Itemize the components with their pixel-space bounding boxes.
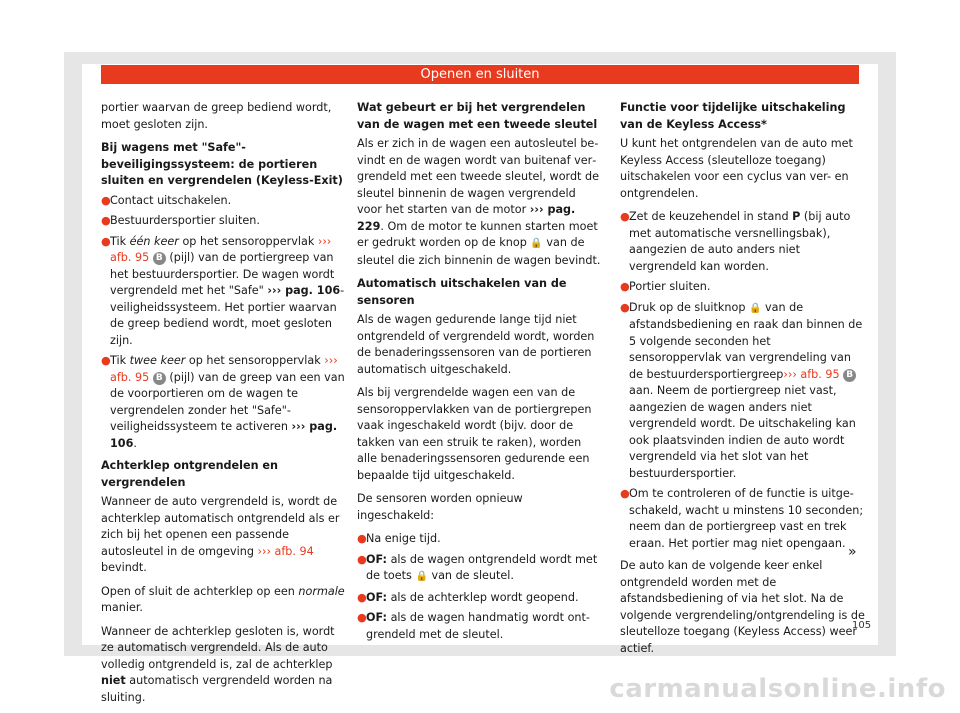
bullet-icon: ● [101, 193, 111, 207]
list-item: ● OF: als de wagen ontgrendeld wordt met de toets 🔒 van de sleutel. [357, 552, 602, 586]
list-item: ● Portier sluiten. [620, 279, 865, 296]
section-heading: Bij wagens met "Safe"-beveiligingssysteem: de portieren sluiten en vergrendelen (Keyless-Exit) [101, 141, 343, 187]
bullet-icon: ● [620, 300, 630, 314]
list-item: ● Om te controleren of de functie is uitgeschakeld, wacht u minstens 10 seconden; neem dan de portiergreep vast en trek eraan. Het portier mag niet opengaan. [620, 487, 864, 550]
paragraph: De auto kan de volgende keer enkel ontgrendeld worden met de afstandsbediening of via het slot. Na de volgende vergrendeling/ontgrendeling is de sleutelloze toegang (Keyless Access) weer actief. [620, 559, 865, 655]
bullet-icon: ● [101, 354, 111, 367]
bullet-icon: ● [357, 532, 367, 545]
paragraph: Als bij vergrendelde wagen een van de sensoroppervlakken van de portiergrepen vaak ingeschakeld wordt (bijv. door de takken van een struik te raken), worden alle benaderingssensoren gedurende een bepaalde tijd uitgeschakeld. [357, 386, 592, 482]
list-item: ● Druk op de sluitknop 🔒 van de afstandsbediening en raak dan binnen de 5 volgende seconden het sensoroppervlak van vergrendeling van de bestuurdersportiergreep››› afb. 95 B aan. Neem de portiergreep niet vast, aangezien de wagen anders niet vergrendeld wordt. De uitschakeling kan ook plaatsvinden indien de auto wordt vergrendeld via het slot van het bestuurdersportier. [620, 300, 863, 480]
bullet-icon: ● [357, 552, 367, 566]
list-item: ● Contact uitschakelen. [101, 193, 346, 210]
paragraph: U kunt het ontgrendelen van de auto met Keyless Access (sleutelloze toegang) uitschakelen voor een cyclus van ver- en ontgrendelen. [620, 137, 853, 200]
paragraph: Als er zich in de wagen een autosleutel bevindt en de wagen wordt van buitenaf vergrendeld met een tweede sleutel, wordt de sleutel binnenin de wagen vergrendeld voor het starten van de motor ››› pag. 229. Om de motor te kunnen starten moet er gedrukt worden op de knop 🔒 van de sleutel die zich binnenin de wagen bevindt. [357, 137, 601, 267]
page-link[interactable]: ››› pag. 229 [357, 203, 576, 233]
bullet-icon: ● [101, 234, 111, 248]
watermark: carmanualsonline.info [609, 674, 946, 704]
bullet-icon: ● [620, 210, 630, 223]
section-header: Openen en sluiten [101, 65, 859, 84]
figure-link[interactable]: ››› afb. 94 [257, 544, 314, 558]
paragraph: Wanneer de auto vergrendeld is, wordt de achterklep automatisch ontgrendeld als er zich bij het openen een passende autosleutel in de omgeving ››› afb. 94 bevindt. [101, 495, 340, 574]
lock-icon: 🔒 [748, 302, 762, 314]
bullet-icon: ● [620, 487, 630, 500]
figure-link[interactable]: ››› afb. 95 [783, 367, 840, 381]
unlock-icon: 🔒 [415, 571, 428, 582]
column-2 [357, 100, 602, 649]
paragraph: Wanneer de achterklep gesloten is, wordt ze automatisch vergrendeld. Als de auto volledig ontgrendeld is, zal de achterklep niet automatisch vergrendeld worden na sluiting. [101, 624, 335, 704]
paragraph: portier waarvan de greep bediend wordt, moet gesloten zijn. [101, 101, 332, 131]
paragraph: Open of sluit de achterklep op een normale manier. [101, 584, 345, 614]
list-item: ● Tik twee keer op het sensoroppervlak ››› afb. 95 B (pijl) van de greep van een van de voorportieren om de wagen te vergrendelen zonder het "Safe"-veiligheidssysteem te activeren ››› pag. 106. [101, 354, 345, 450]
section-heading: Automatisch uitschakelen van de sensoren [357, 277, 567, 307]
bullet-list [620, 209, 865, 552]
bullet-list [101, 193, 346, 453]
column-1 [101, 100, 346, 713]
section-heading: Wat gebeurt er bij het vergrendelen van de wagen met een tweede sleutel [357, 101, 598, 131]
callout-b-icon: B [153, 252, 166, 265]
column-3 [620, 100, 865, 664]
continue-mark: » [848, 544, 857, 560]
list-item: ● Bestuurdersportier sluiten. [101, 213, 346, 230]
paragraph: De sensoren worden opnieuw ingeschakeld: [357, 492, 523, 522]
list-item: ● OF: als de wagen handmatig wordt ontgrendeld met de sleutel. [357, 611, 590, 641]
section-heading: Functie voor tijdelijke uitschakeling van de Keyless Access* [620, 101, 846, 131]
bullet-list [357, 531, 602, 643]
bullet-icon: ● [620, 280, 630, 293]
bullet-icon: ● [101, 214, 111, 227]
callout-b-icon: B [843, 369, 856, 382]
figure-link[interactable]: ››› afb. 95 [110, 234, 332, 264]
bullet-icon: ● [357, 590, 367, 604]
page-link[interactable]: ››› pag. 106 [110, 420, 338, 450]
callout-b-icon: B [153, 372, 166, 385]
figure-link[interactable]: ››› afb. 95 [110, 354, 338, 384]
bullet-icon: ● [357, 611, 367, 624]
list-item: ● Zet de keuzehendel in stand P (bij auto met automatische versnellingsbak), aangezien de auto anders niet vergrendeld kan worden. [620, 210, 851, 273]
list-item: ● OF: als de achterklep wordt geopend. [357, 590, 602, 607]
unlock-icon: 🔒 [530, 238, 543, 249]
section-heading: Achterklep ontgrendelen en vergrendelen [101, 459, 278, 489]
list-item: ● Tik één keer op het sensoroppervlak ››› afb. 95 B (pijl) van de portiergreep van het bestuurdersportier. De wagen wordt vergrendeld met het "Safe" ››› pag. 106-veiligheidssysteem. Het portier waarvan de greep bediend wordt, moet gesloten zijn. [101, 234, 345, 347]
page-link[interactable]: ››› pag. 106 [267, 284, 341, 297]
page-number: 105 [852, 620, 872, 631]
paragraph: Als de wagen gedurende lange tijd niet ontgrendeld of vergrendeld wordt, worden de benaderingssensoren van de portieren automatisch uitgeschakeld. [357, 313, 595, 376]
list-item: ● Na enige tijd. [357, 531, 602, 548]
